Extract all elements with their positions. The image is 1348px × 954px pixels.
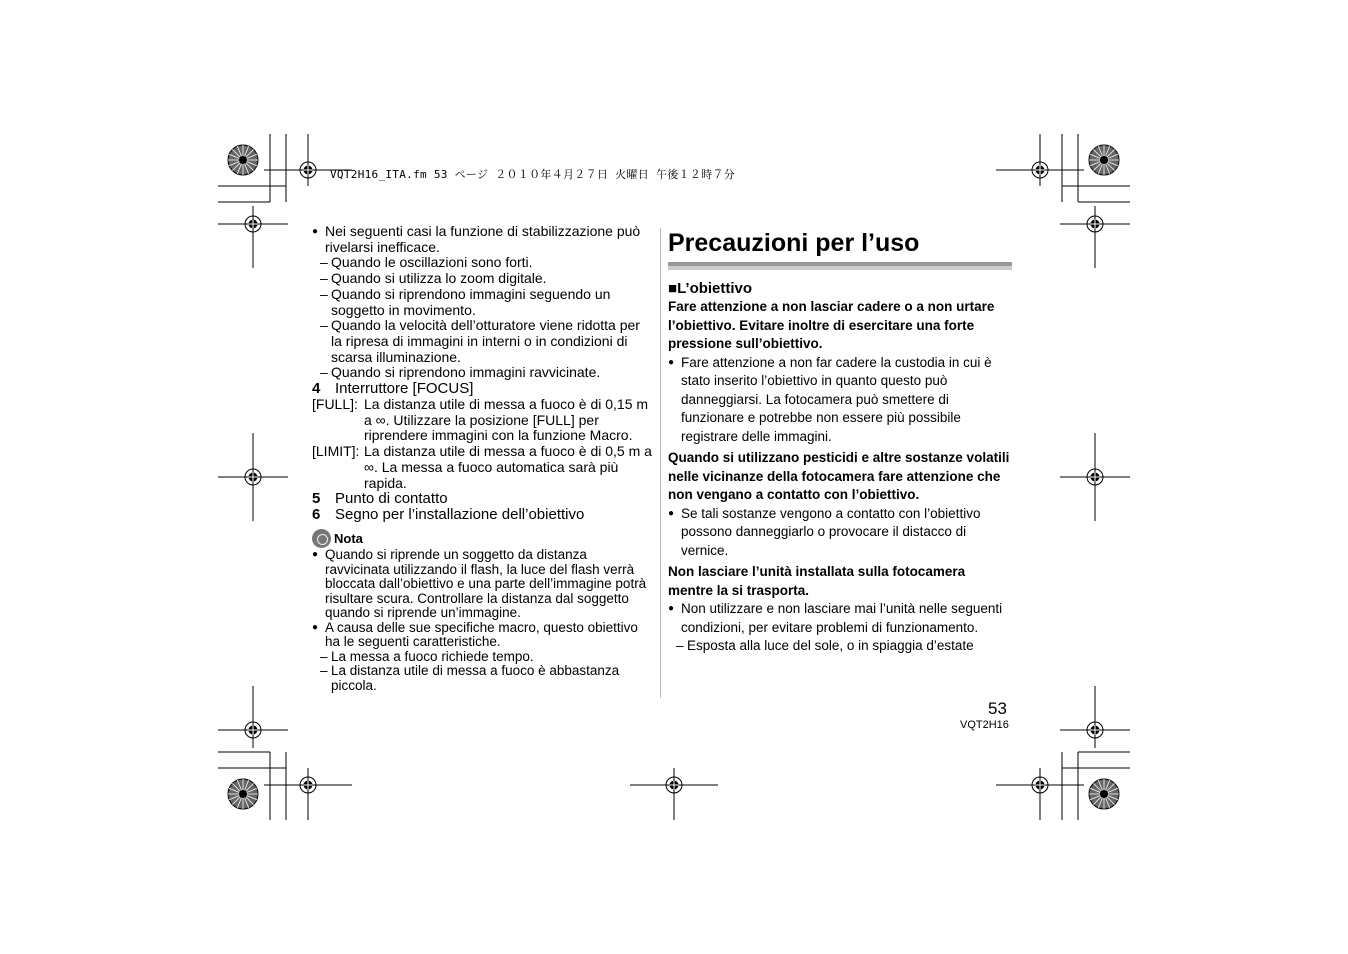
bullet-text: ● Non utilizzare e non lasciare mai l’unità nelle seguenti condizioni, per evitare problemi di funzionamento. <box>668 600 1012 637</box>
file-header: VQT2H16_ITA.fm 53 ページ ２０１０年４月２７日 火曜日 午後１２時７分 <box>330 168 736 181</box>
list-item: – Quando le oscillazioni sono forti. <box>312 255 654 271</box>
item-text: Segno per l’installazione dell’obiettivo <box>335 506 585 524</box>
list-item: – La distanza utile di messa a fuoco è abbastanza piccola. <box>312 664 654 693</box>
list-item: – Quando la velocità dell’otturatore viene ridotta per la ripresa di immagini in interni o in condizioni di scarsa illuminazione. <box>312 318 654 365</box>
note-bullet: ● A causa delle sue specifiche macro, questo obiettivo ha le seguenti caratteristiche. <box>312 621 654 650</box>
square-bullet-icon: ■ <box>668 280 678 297</box>
column-divider <box>660 228 661 698</box>
item-6 <box>312 507 654 523</box>
note-heading <box>312 529 654 548</box>
warning-text: Non lasciare l’unità installata sulla fotocamera mentre la si trasporta. <box>668 564 966 598</box>
page-number: 53 <box>988 699 1007 718</box>
list-item: – Quando si riprendono immagini ravvicinate. <box>312 365 654 381</box>
item-number: 5 <box>312 490 321 508</box>
list-item: – Quando si riprendono immagini seguendo un soggetto in movimento. <box>312 287 654 318</box>
bullet-text: ● Se tali sostanze vengono a contatto con l’obiettivo possono danneggiarlo o provocare il distacco di vernice. <box>668 505 1012 561</box>
bullet-text: ● Fare attenzione a non far cadere la custodia in cui è stato inserito l’obiettivo in quanto questo può danneggiarsi. La fotocamera può smettere di funzionare e potrebbe non essere più possibile registrare delle immagini. <box>668 354 1012 447</box>
warning-text: Quando si utilizzano pesticidi e altre sostanze volatili nelle vicinanze della fotocamera fare attenzione che non vengano a contatto con l’obiettivo. <box>668 450 1010 502</box>
item-4 <box>312 381 654 397</box>
limit-definition <box>312 444 654 491</box>
section-heading <box>668 280 1012 298</box>
section-label: L’obiettivo <box>677 280 753 297</box>
list-item: – Quando si utilizza lo zoom digitale. <box>312 271 654 287</box>
warning-text: Fare attenzione a non lasciar cadere o a non urtare l’obiettivo. Evitare inoltre di esercitare una forte pressione sull’obiettivo. <box>668 299 995 351</box>
document-code: VQT2H16 <box>960 719 1009 731</box>
title-rule <box>668 262 1012 270</box>
note-bullet: ● Quando si riprende un soggetto da distanza ravvicinata utilizzando il flash, la luce del flash verrà bloccata dall’obiettivo e una parte dell’immagine potrà risultare scura. Controllare la distanza dal soggetto quando si riprende un’immagine. <box>312 548 654 621</box>
full-term: [FULL]: <box>312 396 358 413</box>
list-item: – Esposta alla luce del sole, o in spiaggia d’estate <box>668 637 1012 656</box>
limit-text: La distanza utile di messa a fuoco è di 0,5 m a ∞. La messa a fuoco automatica sarà più rapida. <box>364 443 652 491</box>
left-column <box>312 224 654 693</box>
list-item: – La messa a fuoco richiede tempo. <box>312 650 654 665</box>
item-text: Punto di contatto <box>335 490 448 508</box>
stabilization-bullet: ● Nei seguenti casi la funzione di stabilizzazione può rivelarsi inefficace. <box>312 224 654 255</box>
full-text: La distanza utile di messa a fuoco è di 0,15 m a ∞. Utilizzare la posizione [FULL] per riprendere immagini con la funzione Macro. <box>364 396 649 444</box>
item-text: Interruttore [FOCUS] <box>335 380 474 398</box>
page-title: Precauzioni per l’uso <box>668 229 920 257</box>
full-definition <box>312 397 654 444</box>
limit-term: [LIMIT]: <box>312 443 360 460</box>
item-number: 4 <box>312 380 321 398</box>
right-column <box>668 224 1012 656</box>
note-icon <box>312 529 331 548</box>
item-number: 6 <box>312 506 321 524</box>
item-5 <box>312 491 654 507</box>
note-label: Nota <box>334 530 363 546</box>
